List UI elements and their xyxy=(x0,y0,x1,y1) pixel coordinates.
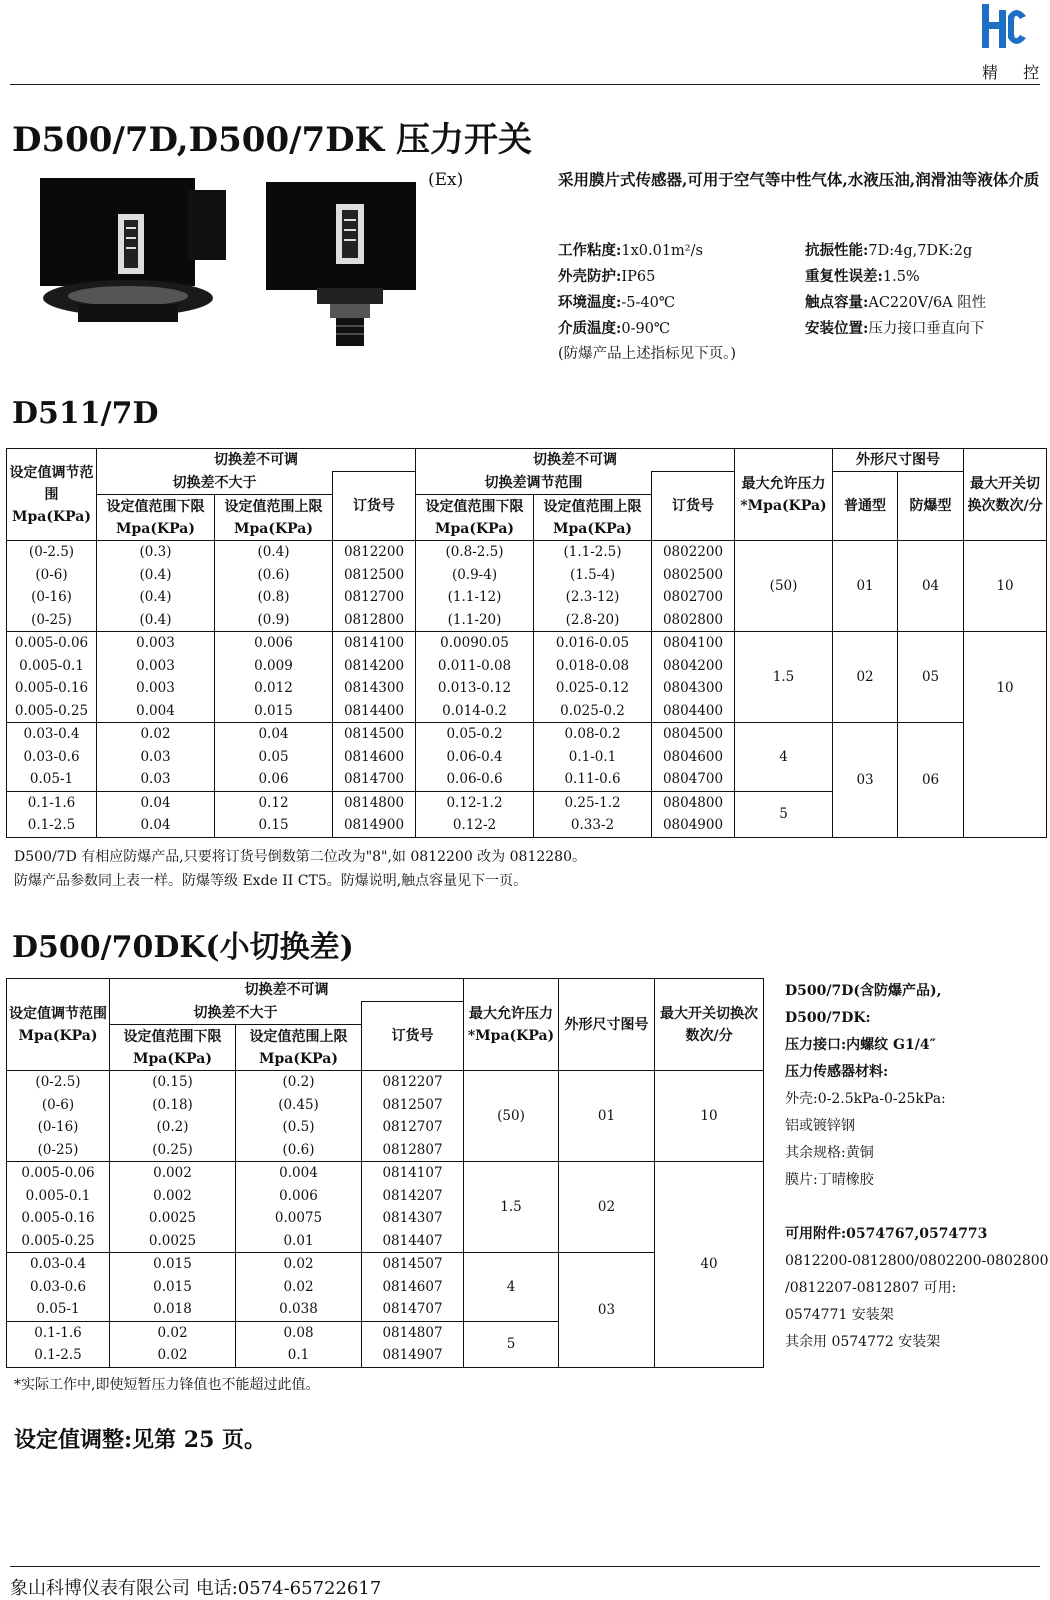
table-cell: 0.018 xyxy=(153,1301,192,1317)
table-cell: (0.4) xyxy=(139,566,172,583)
table-cell: (0.6) xyxy=(282,1141,315,1158)
spec-item: 重复性误差:1.5% xyxy=(805,268,920,285)
table-cell: 0.15 xyxy=(258,817,289,833)
dim-cell: 01 xyxy=(559,1071,655,1162)
table-cell: 0.005-0.1 xyxy=(19,657,84,674)
table-col-1 xyxy=(97,632,215,723)
table-cell: 0812207 xyxy=(382,1074,443,1090)
table-col-0 xyxy=(7,1162,110,1253)
table-cell: (0.18) xyxy=(152,1096,193,1113)
table-cell: 0.005-0.16 xyxy=(21,1210,95,1226)
footer-rule xyxy=(10,1566,1040,1567)
note-line: 防爆产品参数同上表一样。防爆等级 Exde II CT5。防爆说明,触点容量见下一页。 xyxy=(14,873,528,889)
table-row-group xyxy=(7,723,1047,792)
table-row-group xyxy=(7,1253,764,1322)
hdr-upper-2: 设定值范围上限Mpa(KPa) xyxy=(534,495,652,541)
footer: 象山科博仪表有限公司 电话:0574-65722617 xyxy=(10,1578,382,1599)
table-cell: 0.12-1.2 xyxy=(446,794,503,811)
pressure-switch-image-2 xyxy=(262,180,422,350)
table-cell: 0804900 xyxy=(662,817,724,833)
table-cell: 0.33-2 xyxy=(570,817,615,833)
side-note-line: 其余用 0574772 安装架 xyxy=(785,1334,941,1350)
side-note-line: 外壳:0-2.5kPa-0-25kPa: xyxy=(785,1091,946,1107)
table-col-4 xyxy=(416,541,534,632)
section1-notes xyxy=(14,845,586,893)
max-switch-cell xyxy=(964,632,1047,838)
table-col-0 xyxy=(7,541,97,632)
section2-note: *实际工作中,即使短暂压力锋值也不能超过此值。 xyxy=(14,1377,320,1393)
table-col-2 xyxy=(236,1253,362,1322)
table-cell: 0.002 xyxy=(153,1187,192,1204)
table-cell: (0.9) xyxy=(257,611,290,628)
table-cell: (0.4) xyxy=(139,589,172,605)
hdr2-fixed-group: 切换差不可调 xyxy=(110,979,464,1002)
table-cell: 0814700 xyxy=(343,771,405,787)
table-col-4 xyxy=(416,632,534,723)
table-cell: 0.0025 xyxy=(148,1232,197,1249)
side-note-line: 压力传感器材料: xyxy=(785,1064,889,1080)
table-cell: 0802700 xyxy=(662,589,724,605)
table-cell: 0.02 xyxy=(283,1256,314,1272)
hdr-adj-sub: 切换差调节范围 xyxy=(416,472,652,495)
description: 采用膜片式传感器,可用于空气等中性气体,水液压油,润滑油等液体介质 xyxy=(558,170,1040,189)
hdr-lower-1: 设定值范围下限Mpa(KPa) xyxy=(97,495,215,541)
table-cell: 0804300 xyxy=(662,680,724,696)
table-cell: 0.002 xyxy=(153,1165,192,1181)
table-col-3 xyxy=(362,1253,464,1322)
table-cell: 0804100 xyxy=(662,635,724,651)
table-cell: 0.005-0.16 xyxy=(14,680,89,696)
table-cell: 0.005-0.06 xyxy=(14,635,89,651)
hdr-max-switch: 最大开关切换次数次/分 xyxy=(964,449,1047,541)
spec-item: 介质温度:0-90℃ xyxy=(558,320,671,337)
max-switch-cell: 40 xyxy=(655,1162,764,1368)
hdr2-fixed-sub: 切换差不大于 xyxy=(110,1002,362,1025)
table-cell: 0.03 xyxy=(140,748,171,765)
table-col-1 xyxy=(97,791,215,837)
dim-normal-cell: 01 xyxy=(833,541,898,632)
table-cell: 0.0075 xyxy=(274,1210,323,1226)
table-col-3 xyxy=(333,791,416,837)
hdr2-set-range: 设定值调节范围Mpa(KPa) xyxy=(7,979,110,1071)
table-cell: (0.6) xyxy=(257,566,290,583)
table-cell: 0814600 xyxy=(343,748,405,765)
table-cell: 0.1-0.1 xyxy=(568,748,617,765)
table-col-0 xyxy=(7,1321,110,1367)
table-row-group xyxy=(7,632,1047,723)
max-pressure-cell: 4 xyxy=(464,1253,559,1322)
table-cell: 0.05-0.2 xyxy=(446,726,503,742)
table-col-2 xyxy=(215,541,333,632)
hdr-fixed-group: 切换差不可调 xyxy=(97,449,416,472)
dim-cell: 03 xyxy=(559,1253,655,1368)
table-cell: 0.005-0.1 xyxy=(25,1187,91,1204)
table-cell: (0.3) xyxy=(139,544,172,560)
table-cell: 0.005-0.25 xyxy=(14,702,89,719)
table-cell: 0812700 xyxy=(343,589,405,605)
table-cell: 0.1-2.5 xyxy=(27,817,76,833)
max-pressure-cell: 5 xyxy=(464,1321,559,1367)
max-pressure-cell: (50) xyxy=(735,541,833,632)
table-cell: 0.006 xyxy=(254,635,293,651)
table-cell: (0-6) xyxy=(35,566,68,583)
table-cell: 0.014-0.2 xyxy=(442,702,507,719)
table-cell: 0812507 xyxy=(382,1096,443,1113)
section2-table xyxy=(6,978,764,1368)
table-cell: 0.1-2.5 xyxy=(34,1347,82,1363)
table-col-4 xyxy=(416,723,534,792)
table-cell: 0.03 xyxy=(140,771,171,787)
max-pressure-cell: 4 xyxy=(735,723,833,792)
table-cell: 0.06 xyxy=(258,771,289,787)
hdr-lower-2: 设定值范围下限Mpa(KPa) xyxy=(416,495,534,541)
dim-ex-cell: 05 xyxy=(898,632,964,723)
hdr-upper-1: 设定值范围上限Mpa(KPa) xyxy=(215,495,333,541)
table-col-2 xyxy=(236,1321,362,1367)
side-note-line: 其余规格:黄铜 xyxy=(785,1145,874,1161)
table-col-6 xyxy=(652,723,735,792)
table-cell: (0-16) xyxy=(31,589,72,605)
table-col-3 xyxy=(333,541,416,632)
table-cell: 0.1-1.6 xyxy=(27,794,76,811)
table-cell: (0.4) xyxy=(257,544,290,560)
side-note-line: 0812200-0812800/0802200-0802800 xyxy=(785,1253,1049,1269)
table-cell: 0.003 xyxy=(136,680,175,696)
hdr2-dim: 外形尺寸图号 xyxy=(559,979,655,1071)
dim-ex-cell: 06 xyxy=(898,723,964,838)
table-cell: 0.015 xyxy=(254,702,293,719)
table-cell: 0.11-0.6 xyxy=(564,771,621,787)
table-cell: 0.08-0.2 xyxy=(564,726,621,742)
table-cell: 0.005-0.06 xyxy=(21,1165,95,1181)
table-cell: 0814307 xyxy=(382,1210,443,1226)
side-note-line: D500/7DK: xyxy=(785,1010,871,1026)
table-col-2 xyxy=(215,791,333,837)
table-cell: 0.015 xyxy=(153,1256,192,1272)
table-cell: 0.03-0.6 xyxy=(23,748,80,765)
table-cell: (0.2) xyxy=(156,1119,189,1135)
table-cell: 0.06-0.6 xyxy=(446,771,503,787)
table-cell: 0.25-1.2 xyxy=(564,794,621,811)
table-cell: (2.3-12) xyxy=(565,589,620,605)
table-cell: (0-6) xyxy=(41,1096,75,1113)
table-col-2 xyxy=(236,1071,362,1162)
table-cell: 0802200 xyxy=(662,544,724,560)
table-cell: 0.004 xyxy=(279,1165,318,1181)
table-cell: 0.016-0.05 xyxy=(555,635,630,651)
table-cell: 0.03-0.6 xyxy=(29,1278,87,1295)
table-col-2 xyxy=(215,723,333,792)
max-switch-cell: 10 xyxy=(964,541,1047,632)
table-cell: 0.05 xyxy=(258,748,289,765)
table-cell: 0.0090.05 xyxy=(440,635,509,651)
table-cell: 0814100 xyxy=(343,635,405,651)
table-col-0 xyxy=(7,632,97,723)
table-cell: 0.02 xyxy=(140,726,171,742)
table-cell: 0.06-0.4 xyxy=(446,748,503,765)
table-cell: 0814907 xyxy=(382,1347,443,1363)
side-note-line: 0574771 安装架 xyxy=(785,1307,894,1323)
table-row-group xyxy=(7,1162,764,1253)
table-cell: (1.5-4) xyxy=(569,566,616,583)
table-col-3 xyxy=(333,632,416,723)
table-cell: (2.8-20) xyxy=(565,611,620,628)
table-cell: 0.025-0.2 xyxy=(560,702,625,719)
table-col-0 xyxy=(7,1253,110,1322)
table-cell: 0.02 xyxy=(157,1347,188,1363)
table-cell: 0804200 xyxy=(662,657,724,674)
table-col-6 xyxy=(652,791,735,837)
spec-item: 安装位置:压力接口垂直向下 xyxy=(805,320,985,337)
table-cell: 0812800 xyxy=(343,611,405,628)
table-col-0 xyxy=(7,1071,110,1162)
table-col-0 xyxy=(7,723,97,792)
pressure-switch-image-1 xyxy=(38,176,228,326)
company-logo xyxy=(978,2,1030,52)
max-pressure-cell: 1.5 xyxy=(735,632,833,723)
side-note-line: 铝或镀锌钢 xyxy=(785,1118,855,1134)
table-cell: 0.05-1 xyxy=(29,771,74,787)
table-cell: 0814400 xyxy=(343,702,405,719)
table-cell: 0.013-0.12 xyxy=(437,680,512,696)
table-cell: 0814800 xyxy=(343,794,405,811)
table-cell: 0.1 xyxy=(287,1347,310,1363)
table-cell: 0.015 xyxy=(153,1278,192,1295)
max-switch-cell: 10 xyxy=(655,1071,764,1162)
hdr2-order: 订货号 xyxy=(362,1002,464,1071)
table-cell: 0.12-2 xyxy=(452,817,497,833)
table-row-group xyxy=(7,541,1047,632)
spec-item: 触点容量:AC220V/6A 阻性 xyxy=(805,294,987,311)
table-cell: 0804800 xyxy=(662,794,724,811)
table-cell: 0.012 xyxy=(254,680,293,696)
hdr-dim-normal: 普通型 xyxy=(833,472,898,541)
table-cell: 0.038 xyxy=(279,1301,318,1317)
max-pressure-cell: (50) xyxy=(464,1071,559,1162)
table-col-6 xyxy=(652,632,735,723)
table-cell: 0812807 xyxy=(382,1141,443,1158)
spec-item: 工作粘度:1x0.01m²/s xyxy=(558,242,703,259)
dim-normal-cell: 03 xyxy=(833,723,898,838)
table-cell: 0814207 xyxy=(382,1187,443,1204)
ex-label: (Ex) xyxy=(428,170,464,190)
table-cell: 0804400 xyxy=(662,702,724,719)
specs-left xyxy=(558,238,736,367)
section1-title: D511/7D xyxy=(12,396,159,431)
table-col-2 xyxy=(236,1162,362,1253)
specs-right xyxy=(805,238,986,342)
table-cell: 0814507 xyxy=(382,1256,443,1272)
max-switch-value: 10 xyxy=(996,680,1014,697)
table-col-1 xyxy=(110,1162,236,1253)
max-pressure-cell: 5 xyxy=(735,791,833,837)
table-cell: 0814407 xyxy=(382,1232,443,1249)
table-cell: 0.02 xyxy=(157,1324,188,1341)
max-pressure-cell: 1.5 xyxy=(464,1162,559,1253)
table-col-1 xyxy=(110,1321,236,1367)
section2-title: D500/70DK(小切换差) xyxy=(12,930,354,965)
table-cell: 0.005-0.25 xyxy=(21,1232,95,1249)
table-col-3 xyxy=(362,1071,464,1162)
table-cell: 0.011-0.08 xyxy=(437,657,512,674)
table-cell: (1.1-2.5) xyxy=(563,544,622,560)
table-cell: (0.45) xyxy=(278,1096,319,1113)
table-cell: 0814200 xyxy=(343,657,405,674)
spec-item: 外壳防护:IP65 xyxy=(558,268,656,285)
table-col-2 xyxy=(215,632,333,723)
table-col-4 xyxy=(416,791,534,837)
table-col-1 xyxy=(110,1253,236,1322)
table-cell: 0.003 xyxy=(136,657,175,674)
table-cell: 0804500 xyxy=(662,726,724,742)
hdr2-lower: 设定值范围下限Mpa(KPa) xyxy=(110,1025,236,1071)
table-cell: 0814607 xyxy=(382,1278,443,1295)
table-cell: (0.9-4) xyxy=(451,566,498,583)
note-line: D500/7D 有相应防爆产品,只要将订货号倒数第二位改为"8",如 0812200 改为 0812280。 xyxy=(14,849,586,865)
table-cell: (0-25) xyxy=(37,1141,79,1158)
table-cell: (0.8-2.5) xyxy=(445,544,504,560)
table-col-5 xyxy=(534,723,652,792)
hdr-order-1: 订货号 xyxy=(333,472,416,541)
header-rule xyxy=(10,84,1040,85)
table-cell: 0812500 xyxy=(343,566,405,583)
spec-note: (防爆产品上述指标见下页。) xyxy=(558,346,737,362)
table-cell: (0.5) xyxy=(282,1119,315,1135)
table-cell: (0-2.5) xyxy=(35,1074,81,1090)
table-cell: 0.08 xyxy=(283,1324,314,1341)
table-cell: 0.12 xyxy=(258,794,289,811)
hdr-fixed-sub: 切换差不大于 xyxy=(97,472,333,495)
table-cell: 0814900 xyxy=(343,817,405,833)
side-note-line: /0812207-0812807 可用: xyxy=(785,1280,957,1296)
table-cell: 0.02 xyxy=(283,1278,314,1295)
spec-item: 环境温度:-5-40℃ xyxy=(558,294,676,311)
hdr2-max-pressure: 最大允许压力*Mpa(KPa) xyxy=(464,979,559,1071)
page-title: D500/7D,D500/7DK 压力开关 xyxy=(12,120,533,160)
table-cell: 0814300 xyxy=(343,680,405,696)
table-cell: 0802800 xyxy=(662,611,724,628)
table-row-group xyxy=(7,1071,764,1162)
table-cell: (0.2) xyxy=(282,1074,315,1090)
table-cell: (0-16) xyxy=(37,1119,79,1135)
table-cell: 0.01 xyxy=(283,1232,314,1249)
table-col-6 xyxy=(652,541,735,632)
side-note-line: D500/7D(含防爆产品), xyxy=(785,983,942,999)
table-cell: 0804600 xyxy=(662,748,724,765)
table-col-1 xyxy=(97,541,215,632)
adjust-text: 设定值调整:见第 25 页。 xyxy=(14,1427,267,1453)
table-cell: 0804700 xyxy=(662,771,724,787)
table-cell: 0814107 xyxy=(382,1165,443,1181)
side-note-line: 压力接口:内螺纹 G1/4″ xyxy=(785,1037,936,1053)
table-cell: 0.03-0.4 xyxy=(23,726,80,742)
dim-normal-cell: 02 xyxy=(833,632,898,723)
table-cell: (0.25) xyxy=(152,1141,193,1158)
dim-cell: 02 xyxy=(559,1162,655,1253)
table-col-3 xyxy=(362,1321,464,1367)
hdr-set-range: 设定值调节范围Mpa(KPa) xyxy=(7,449,97,541)
table-col-3 xyxy=(333,723,416,792)
table-cell: (0-25) xyxy=(31,611,72,628)
table-cell: (1.1-20) xyxy=(447,611,502,628)
brand-text: 精 控 xyxy=(982,63,1050,82)
table-cell: 0.1-1.6 xyxy=(34,1324,82,1341)
dim-ex-cell: 04 xyxy=(898,541,964,632)
table-col-1 xyxy=(110,1071,236,1162)
section1-table xyxy=(6,448,1047,838)
table-col-5 xyxy=(534,791,652,837)
table-cell: 0814707 xyxy=(382,1301,443,1317)
table-cell: 0.04 xyxy=(140,817,171,833)
table-cell: 0.025-0.12 xyxy=(555,680,630,696)
hdr2-max-switch: 最大开关切换次数次/分 xyxy=(655,979,764,1071)
table-cell: 0.03-0.4 xyxy=(29,1256,87,1272)
table-cell: 0.018-0.08 xyxy=(555,657,630,674)
side-note-line: 膜片:丁晴橡胶 xyxy=(785,1172,874,1188)
table-cell: 0814807 xyxy=(382,1324,443,1341)
side-note-line xyxy=(785,1194,1049,1221)
table-cell: 0.009 xyxy=(254,657,293,674)
hdr-dim-group: 外形尺寸图号 xyxy=(833,449,964,472)
hdr2-upper: 设定值范围上限Mpa(KPa) xyxy=(236,1025,362,1071)
table-cell: 0.04 xyxy=(140,794,171,811)
table-col-5 xyxy=(534,632,652,723)
table-col-5 xyxy=(534,541,652,632)
table-cell: (0.8) xyxy=(257,589,290,605)
table-cell: 0.04 xyxy=(258,726,289,742)
table-cell: 0812707 xyxy=(382,1119,443,1135)
table-col-1 xyxy=(97,723,215,792)
table-col-3 xyxy=(362,1162,464,1253)
table-cell: 0802500 xyxy=(662,566,724,583)
spec-item: 抗振性能:7D:4g,7DK:2g xyxy=(805,242,973,259)
table-cell: (1.1-12) xyxy=(447,589,502,605)
table-cell: (0-2.5) xyxy=(28,544,75,560)
table-cell: (0.15) xyxy=(152,1074,193,1090)
table-cell: 0.006 xyxy=(279,1187,318,1204)
table-col-0 xyxy=(7,791,97,837)
hdr-dim-ex: 防爆型 xyxy=(898,472,964,541)
table-cell: (0.4) xyxy=(139,611,172,628)
table-cell: 0.05-1 xyxy=(36,1301,80,1317)
hdr-adj-group: 切换差不可调 xyxy=(416,449,735,472)
side-notes xyxy=(785,978,1049,1356)
table-cell: 0814500 xyxy=(343,726,405,742)
table-cell: 0812200 xyxy=(343,544,405,560)
side-note-line: 可用附件:0574767,0574773 xyxy=(785,1226,988,1242)
table-cell: 0.003 xyxy=(136,635,175,651)
hdr-max-pressure: 最大允许压力*Mpa(KPa) xyxy=(735,449,833,541)
table-cell: 0.004 xyxy=(136,702,175,719)
table-cell: 0.0025 xyxy=(148,1210,197,1226)
hdr-order-2: 订货号 xyxy=(652,472,735,541)
